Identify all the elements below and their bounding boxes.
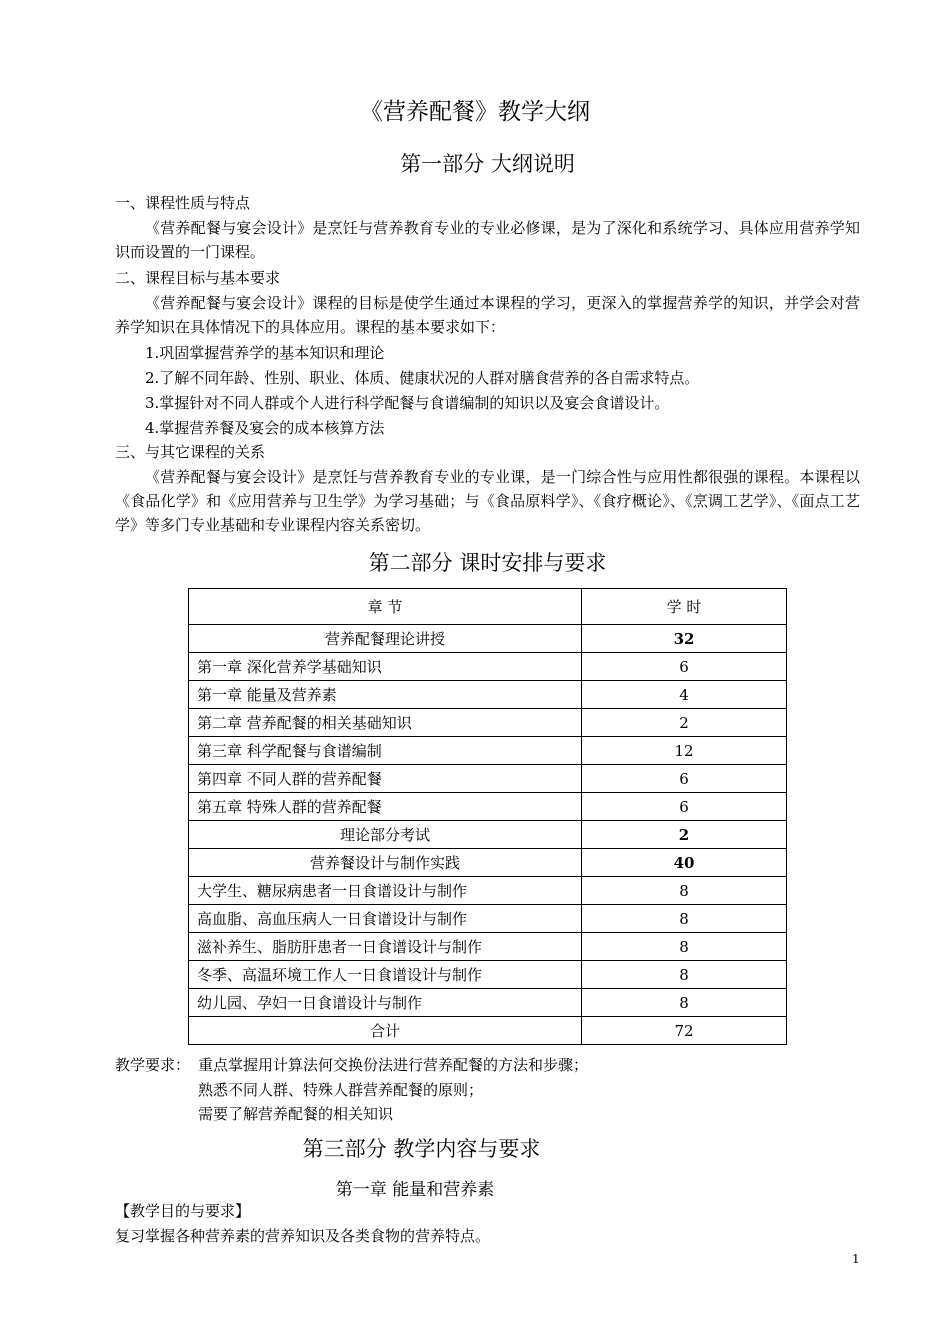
section2-title: 二、课程目标与基本要求: [115, 269, 281, 287]
table-cell: 8: [582, 933, 787, 961]
table-row: [189, 737, 787, 765]
part1-heading: 第一部分 大纲说明: [400, 152, 575, 176]
section1-paragraph: 《营养配餐与宴会设计》是烹饪与营养教育专业的专业必修课，是为了深化和系统学习、具体应用营养学知识而设置的一门课程。: [115, 219, 860, 261]
table-cell: 理论部分考试: [189, 821, 582, 849]
document-title: 《营养配餐》教学大纲: [360, 99, 590, 125]
section3-paragraph: 《营养配餐与宴会设计》是烹饪与营养教育专业的专业课，是一门综合性与应用性都很强的课程。本课程以《食品化学》和《应用营养与卫生学》为学习基础；与《食品原料学》、《食疗概论》、《烹调工艺学》、《面点工艺学》等多门专业基础和专业课程内容关系密切。: [115, 468, 860, 534]
teaching-requirement: 熟悉不同人群、特殊人群营养配餐的原则；: [198, 1081, 484, 1099]
goal-text: 复习掌握各种营养素的营养知识及各类食物的营养特点。: [115, 1227, 491, 1245]
table-cell: 第一章 深化营养学基础知识: [189, 653, 582, 681]
list-item: 1.巩固掌握营养学的基本知识和理论: [145, 344, 385, 362]
table-cell: 8: [582, 989, 787, 1017]
teaching-requirements-label: 教学要求：: [115, 1056, 191, 1074]
table-cell: 12: [582, 737, 787, 765]
table-row: [189, 1017, 787, 1045]
goal-label: 【教学目的与要求】: [115, 1202, 251, 1220]
table-cell: 第一章 能量及营养素: [189, 681, 582, 709]
table-cell: 4: [582, 681, 787, 709]
section1-title: 一、课程性质与特点: [115, 194, 251, 212]
table-cell: 合计: [189, 1017, 582, 1045]
table-cell: 2: [582, 709, 787, 737]
table-header-row: [189, 589, 787, 625]
table-cell: 幼儿园、孕妇一日食谱设计与制作: [189, 989, 582, 1017]
table-cell: 6: [582, 793, 787, 821]
table-cell: 6: [582, 653, 787, 681]
table-cell: 第三章 科学配餐与食谱编制: [189, 737, 582, 765]
table-row: [189, 961, 787, 989]
table-row: [189, 709, 787, 737]
table-cell: 冬季、高温环境工作人一日食谱设计与制作: [189, 961, 582, 989]
schedule-table: [188, 588, 787, 1045]
table-row: [189, 849, 787, 877]
table-row: [189, 765, 787, 793]
list-item: 2.了解不同年龄、性别、职业、体质、健康状况的人群对膳食营养的各自需求特点。: [145, 369, 700, 387]
table-row: [189, 821, 787, 849]
list-item: 3.掌握针对不同人群或个人进行科学配餐与食谱编制的知识以及宴会食谱设计。: [145, 394, 670, 412]
table-cell: 8: [582, 961, 787, 989]
list-item: 4.掌握营养餐及宴会的成本核算方法: [145, 419, 385, 437]
table-cell: 8: [582, 905, 787, 933]
table-cell: 高血脂、高血压病人一日食谱设计与制作: [189, 905, 582, 933]
table-cell: 第二章 营养配餐的相关基础知识: [189, 709, 582, 737]
table-cell: 32: [582, 625, 787, 653]
table-cell: 营养配餐理论讲授: [189, 625, 582, 653]
part2-heading: 第二部分 课时安排与要求: [368, 551, 607, 575]
page-number: 1: [852, 1252, 860, 1266]
teaching-requirement: 重点掌握用计算法何交换份法进行营养配餐的方法和步骤；: [198, 1056, 589, 1074]
chapter-heading: 第一章 能量和营养素: [335, 1180, 495, 1200]
section3-title: 三、与其它课程的关系: [115, 443, 266, 461]
table-row: [189, 933, 787, 961]
table-cell: 第五章 特殊人群的营养配餐: [189, 793, 582, 821]
table-header-cell: 学 时: [582, 589, 787, 625]
table-row: [189, 989, 787, 1017]
table-cell: 6: [582, 765, 787, 793]
table-row: [189, 877, 787, 905]
table-cell: 第四章 不同人群的营养配餐: [189, 765, 582, 793]
table-row: [189, 625, 787, 653]
table-row: [189, 681, 787, 709]
table-cell: 8: [582, 877, 787, 905]
table-cell: 2: [582, 821, 787, 849]
table-row: [189, 905, 787, 933]
part3-heading: 第三部分 教学内容与要求: [302, 1137, 541, 1161]
teaching-requirement: 需要了解营养配餐的相关知识: [198, 1105, 394, 1123]
table-row: [189, 653, 787, 681]
table-row: [189, 793, 787, 821]
table-cell: 72: [582, 1017, 787, 1045]
table-cell: 40: [582, 849, 787, 877]
table-cell: 营养餐设计与制作实践: [189, 849, 582, 877]
table-cell: 滋补养生、脂肪肝患者一日食谱设计与制作: [189, 933, 582, 961]
table-cell: 大学生、糖尿病患者一日食谱设计与制作: [189, 877, 582, 905]
table-header-cell: 章 节: [189, 589, 582, 625]
section2-paragraph: 《营养配餐与宴会设计》课程的目标是使学生通过本课程的学习，更深入的掌握营养学的知识，并学会对营养学知识在具体情况下的具体应用。课程的基本要求如下：: [115, 294, 860, 336]
